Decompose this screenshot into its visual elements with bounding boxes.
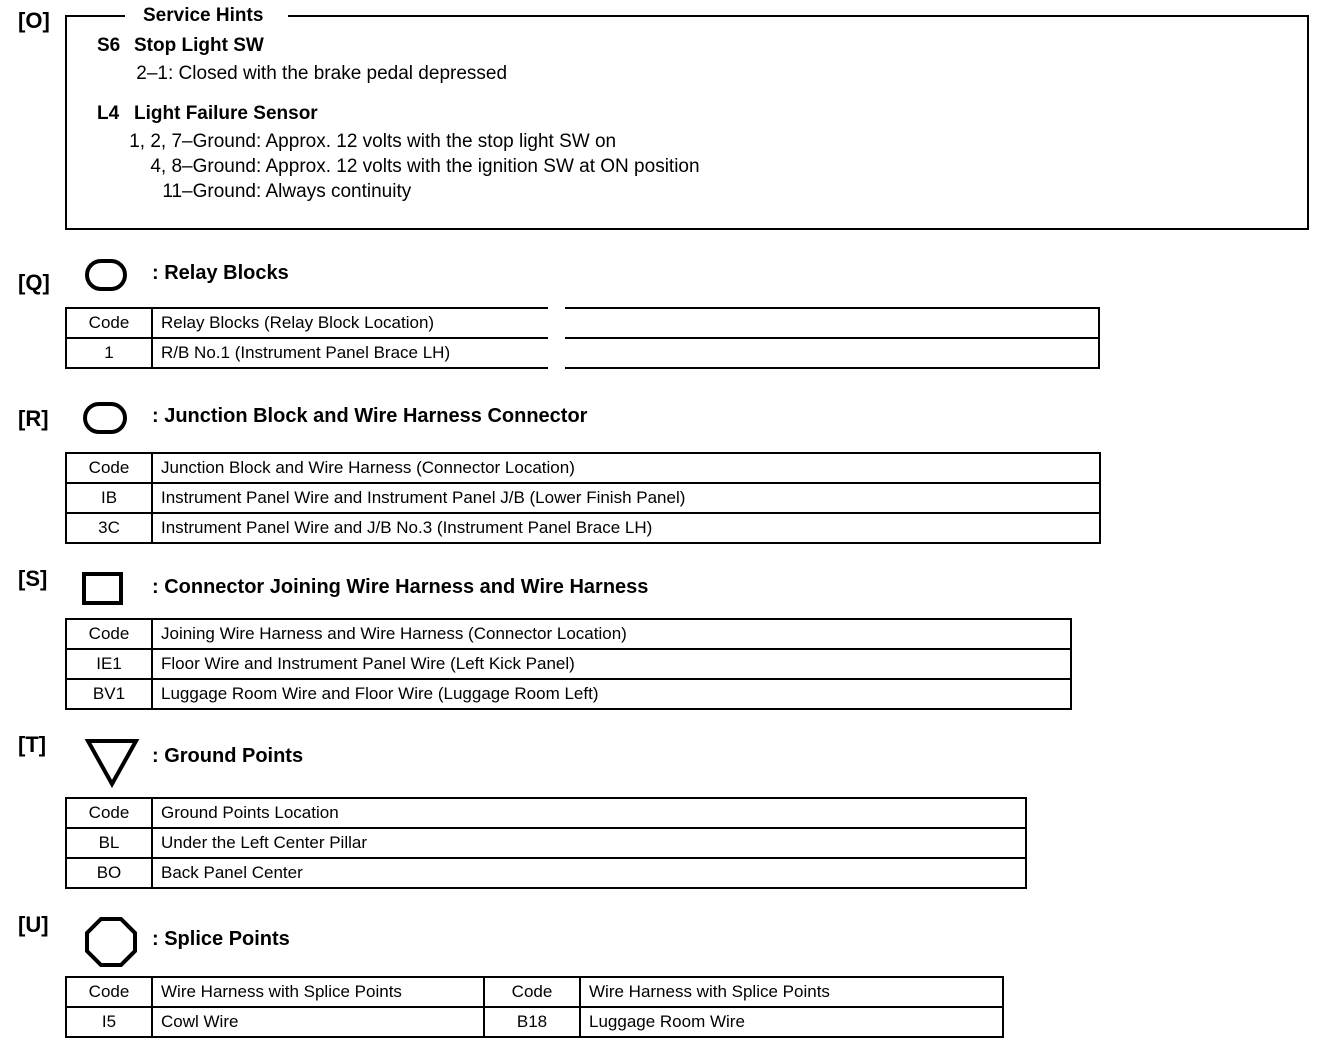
table-header-row xyxy=(66,453,1100,483)
cell-code: IE1 xyxy=(66,649,152,679)
table-gap xyxy=(548,336,565,342)
cell-code: BO xyxy=(66,858,152,888)
junction-block-table xyxy=(65,452,1101,544)
relay-blocks-table xyxy=(65,307,1100,369)
ground-points-title: : Ground Points xyxy=(152,745,304,767)
hint-l4-code: L4 xyxy=(97,103,120,124)
divider xyxy=(288,15,1307,17)
cell-code: BL xyxy=(66,828,152,858)
table-header-row xyxy=(66,977,1003,1007)
header-desc: Ground Points Location xyxy=(152,798,1026,828)
cell-code: 1 xyxy=(66,338,152,368)
divider xyxy=(65,15,125,17)
table-row xyxy=(66,513,1100,543)
table-row xyxy=(66,649,1071,679)
cell-desc: R/B No.1 (Instrument Panel Brace LH) xyxy=(152,338,1099,368)
header-code: Code xyxy=(484,977,580,1007)
table-gap xyxy=(548,366,565,374)
table-gap xyxy=(548,304,565,312)
hint-desc: : Approx. 12 volts with the stop light SW on xyxy=(256,131,617,152)
cell-code: IB xyxy=(66,483,152,513)
cell-desc: Back Panel Center xyxy=(152,858,1026,888)
cell-desc: Instrument Panel Wire and J/B No.3 (Instrument Panel Brace LH) xyxy=(152,513,1100,543)
service-hints-title: Service Hints xyxy=(143,5,264,26)
table-header-row xyxy=(66,798,1026,828)
hint-desc: : Always continuity xyxy=(256,181,412,202)
header-desc: Junction Block and Wire Harness (Connector Location) xyxy=(152,453,1100,483)
connector-table xyxy=(65,618,1072,710)
splice-point-symbol-icon xyxy=(84,916,138,968)
cell-desc: Floor Wire and Instrument Panel Wire (Left Kick Panel) xyxy=(152,649,1071,679)
header-desc: Wire Harness with Splice Points xyxy=(152,977,484,1007)
splice-points-table xyxy=(65,976,1004,1038)
cell-code: 3C xyxy=(66,513,152,543)
junction-block-symbol-icon xyxy=(82,401,128,435)
relay-blocks-title: : Relay Blocks xyxy=(152,262,289,284)
section-label-q: [Q] xyxy=(18,270,50,295)
header-code: Code xyxy=(66,798,152,828)
table-row xyxy=(66,679,1071,709)
cell-code: BV1 xyxy=(66,679,152,709)
hint-line xyxy=(60,131,616,153)
table-row xyxy=(66,858,1026,888)
header-desc: Joining Wire Harness and Wire Harness (Connector Location) xyxy=(152,619,1071,649)
header-desc: Wire Harness with Splice Points xyxy=(580,977,1003,1007)
hint-line xyxy=(60,181,411,203)
table-header-row xyxy=(66,308,1099,338)
table-row xyxy=(66,483,1100,513)
table-row xyxy=(66,338,1099,368)
header-code: Code xyxy=(66,977,152,1007)
section-label-o: [O] xyxy=(18,8,50,33)
cell-desc: Instrument Panel Wire and Instrument Panel J/B (Lower Finish Panel) xyxy=(152,483,1100,513)
header-code: Code xyxy=(66,619,152,649)
cell-desc: Under the Left Center Pillar xyxy=(152,828,1026,858)
cell-desc: Luggage Room Wire and Floor Wire (Luggage Room Left) xyxy=(152,679,1071,709)
connector-title: : Connector Joining Wire Harness and Wire Harness xyxy=(152,576,649,598)
junction-block-title: : Junction Block and Wire Harness Connector xyxy=(152,405,588,427)
table-header-row xyxy=(66,619,1071,649)
ground-points-table xyxy=(65,797,1027,889)
section-label-r: [R] xyxy=(18,406,49,431)
hint-s6-name: Stop Light SW xyxy=(134,35,264,56)
section-label-s: [S] xyxy=(18,566,48,591)
header-code: Code xyxy=(66,453,152,483)
connector-symbol-icon xyxy=(82,572,124,606)
hint-line xyxy=(60,156,700,178)
ground-point-symbol-icon xyxy=(84,738,140,788)
header-desc: Relay Blocks (Relay Block Location) xyxy=(152,308,1099,338)
table-row xyxy=(66,1007,1003,1037)
table-row xyxy=(66,828,1026,858)
hint-desc: : Approx. 12 volts with the ignition SW at ON position xyxy=(256,156,700,177)
header-code: Code xyxy=(66,308,152,338)
cell-desc: Cowl Wire xyxy=(152,1007,484,1037)
relay-block-symbol-icon xyxy=(84,258,128,292)
hint-terms: 2–1 xyxy=(136,63,168,84)
hint-terms: 1, 2, 7–Ground xyxy=(129,131,256,152)
hint-line xyxy=(60,63,507,85)
hint-terms: 11–Ground xyxy=(162,181,256,202)
hint-s6-code: S6 xyxy=(97,35,121,56)
hint-terms: 4, 8–Ground xyxy=(150,156,256,177)
hint-desc: : Closed with the brake pedal depressed xyxy=(168,63,508,84)
section-label-u: [U] xyxy=(18,912,49,937)
splice-points-title: : Splice Points xyxy=(152,928,290,950)
cell-code: I5 xyxy=(66,1007,152,1037)
section-label-t: [T] xyxy=(18,732,47,757)
cell-code: B18 xyxy=(484,1007,580,1037)
hint-l4-name: Light Failure Sensor xyxy=(134,103,318,124)
cell-desc: Luggage Room Wire xyxy=(580,1007,1003,1037)
